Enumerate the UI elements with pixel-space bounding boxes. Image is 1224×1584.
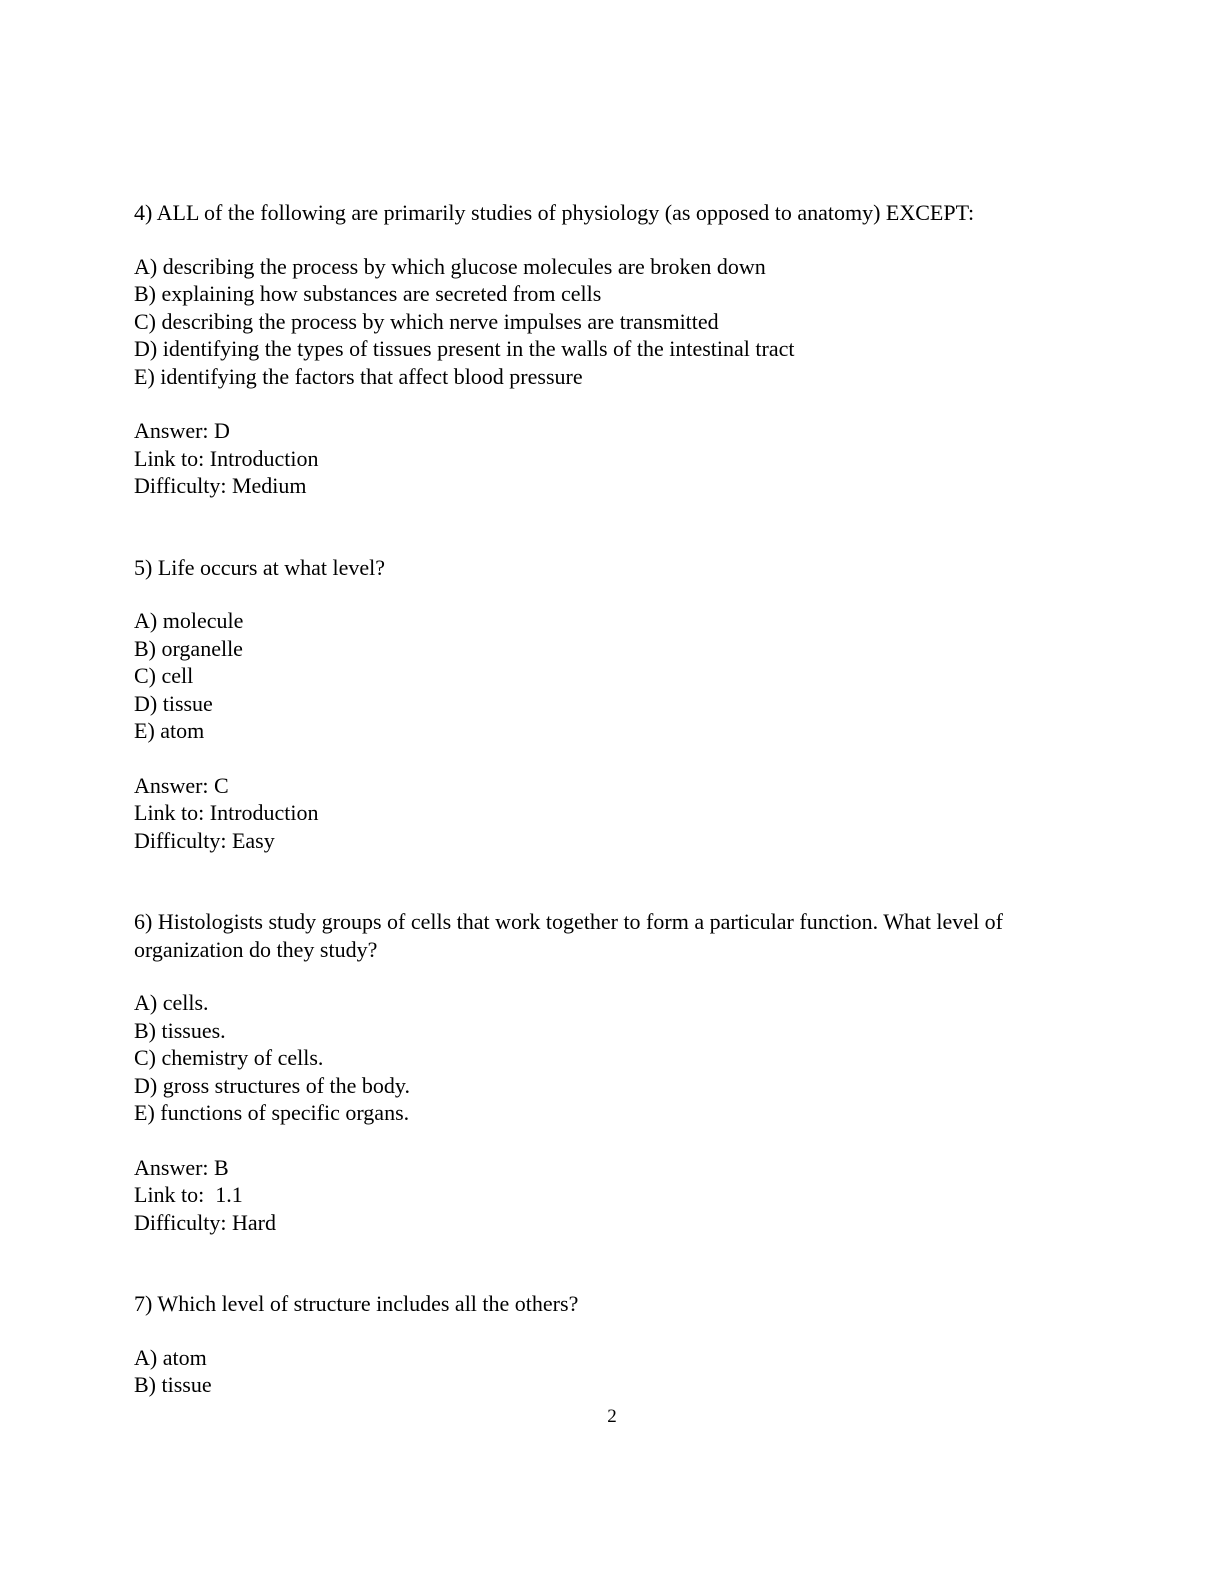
question-stem: 5) Life occurs at what level? [134,554,386,580]
option-a: A) molecule [134,608,244,633]
option-d: D) gross structures of the body. [134,1072,410,1098]
question-meta [134,417,1084,500]
difficulty-line: Difficulty: Medium [134,473,307,498]
page-number: 2 [607,1406,617,1427]
answer-options [134,607,1084,745]
question-stem: 6) Histologists study groups of cells that work together to form a particular function. What level of organization do they study? [134,909,1004,962]
option-a: A) describing the process by which glucose molecules are broken down [134,253,766,279]
question-5 [134,554,1084,855]
answer-line: Answer: B [134,1154,229,1180]
question-stem: 7) Which level of structure includes all the others? [134,1291,579,1316]
page-content [134,199,1084,1426]
question-4 [134,199,1084,500]
option-d: D) tissue [134,690,213,716]
option-a: A) atom [134,1344,207,1370]
option-b: B) organelle [134,635,243,661]
option-d: D) identifying the types of tissues present in the walls of the intestinal tract [134,336,795,361]
option-c: C) describing the process by which nerve impulses are transmitted [134,308,719,334]
option-b: B) explaining how substances are secreted from cells [134,281,602,306]
option-a: A) cells. [134,990,209,1015]
answer-line: Answer: D [134,418,230,443]
question-meta [134,1154,1084,1237]
question-6 [134,908,1084,1236]
link-line: Link to: 1.1 [134,1182,243,1207]
option-b: B) tissue [134,1372,212,1397]
answer-options [134,253,1084,391]
link-line: Link to: Introduction [134,445,319,471]
option-e: E) atom [134,718,205,743]
option-e: E) identifying the factors that affect blood pressure [134,363,583,389]
option-e: E) functions of specific organs. [134,1100,410,1125]
question-meta [134,772,1084,855]
question-stem: 4) ALL of the following are primarily studies of physiology (as opposed to anatomy) EXCEPT: [134,200,975,225]
answer-options [134,1344,1084,1399]
link-line: Link to: Introduction [134,800,319,825]
difficulty-line: Difficulty: Easy [134,827,275,853]
answer-line: Answer: C [134,772,229,798]
option-c: C) chemistry of cells. [134,1045,324,1070]
difficulty-line: Difficulty: Hard [134,1209,276,1235]
answer-options [134,989,1084,1127]
question-7 [134,1290,1084,1399]
option-b: B) tissues. [134,1017,226,1043]
option-c: C) cell [134,663,194,688]
